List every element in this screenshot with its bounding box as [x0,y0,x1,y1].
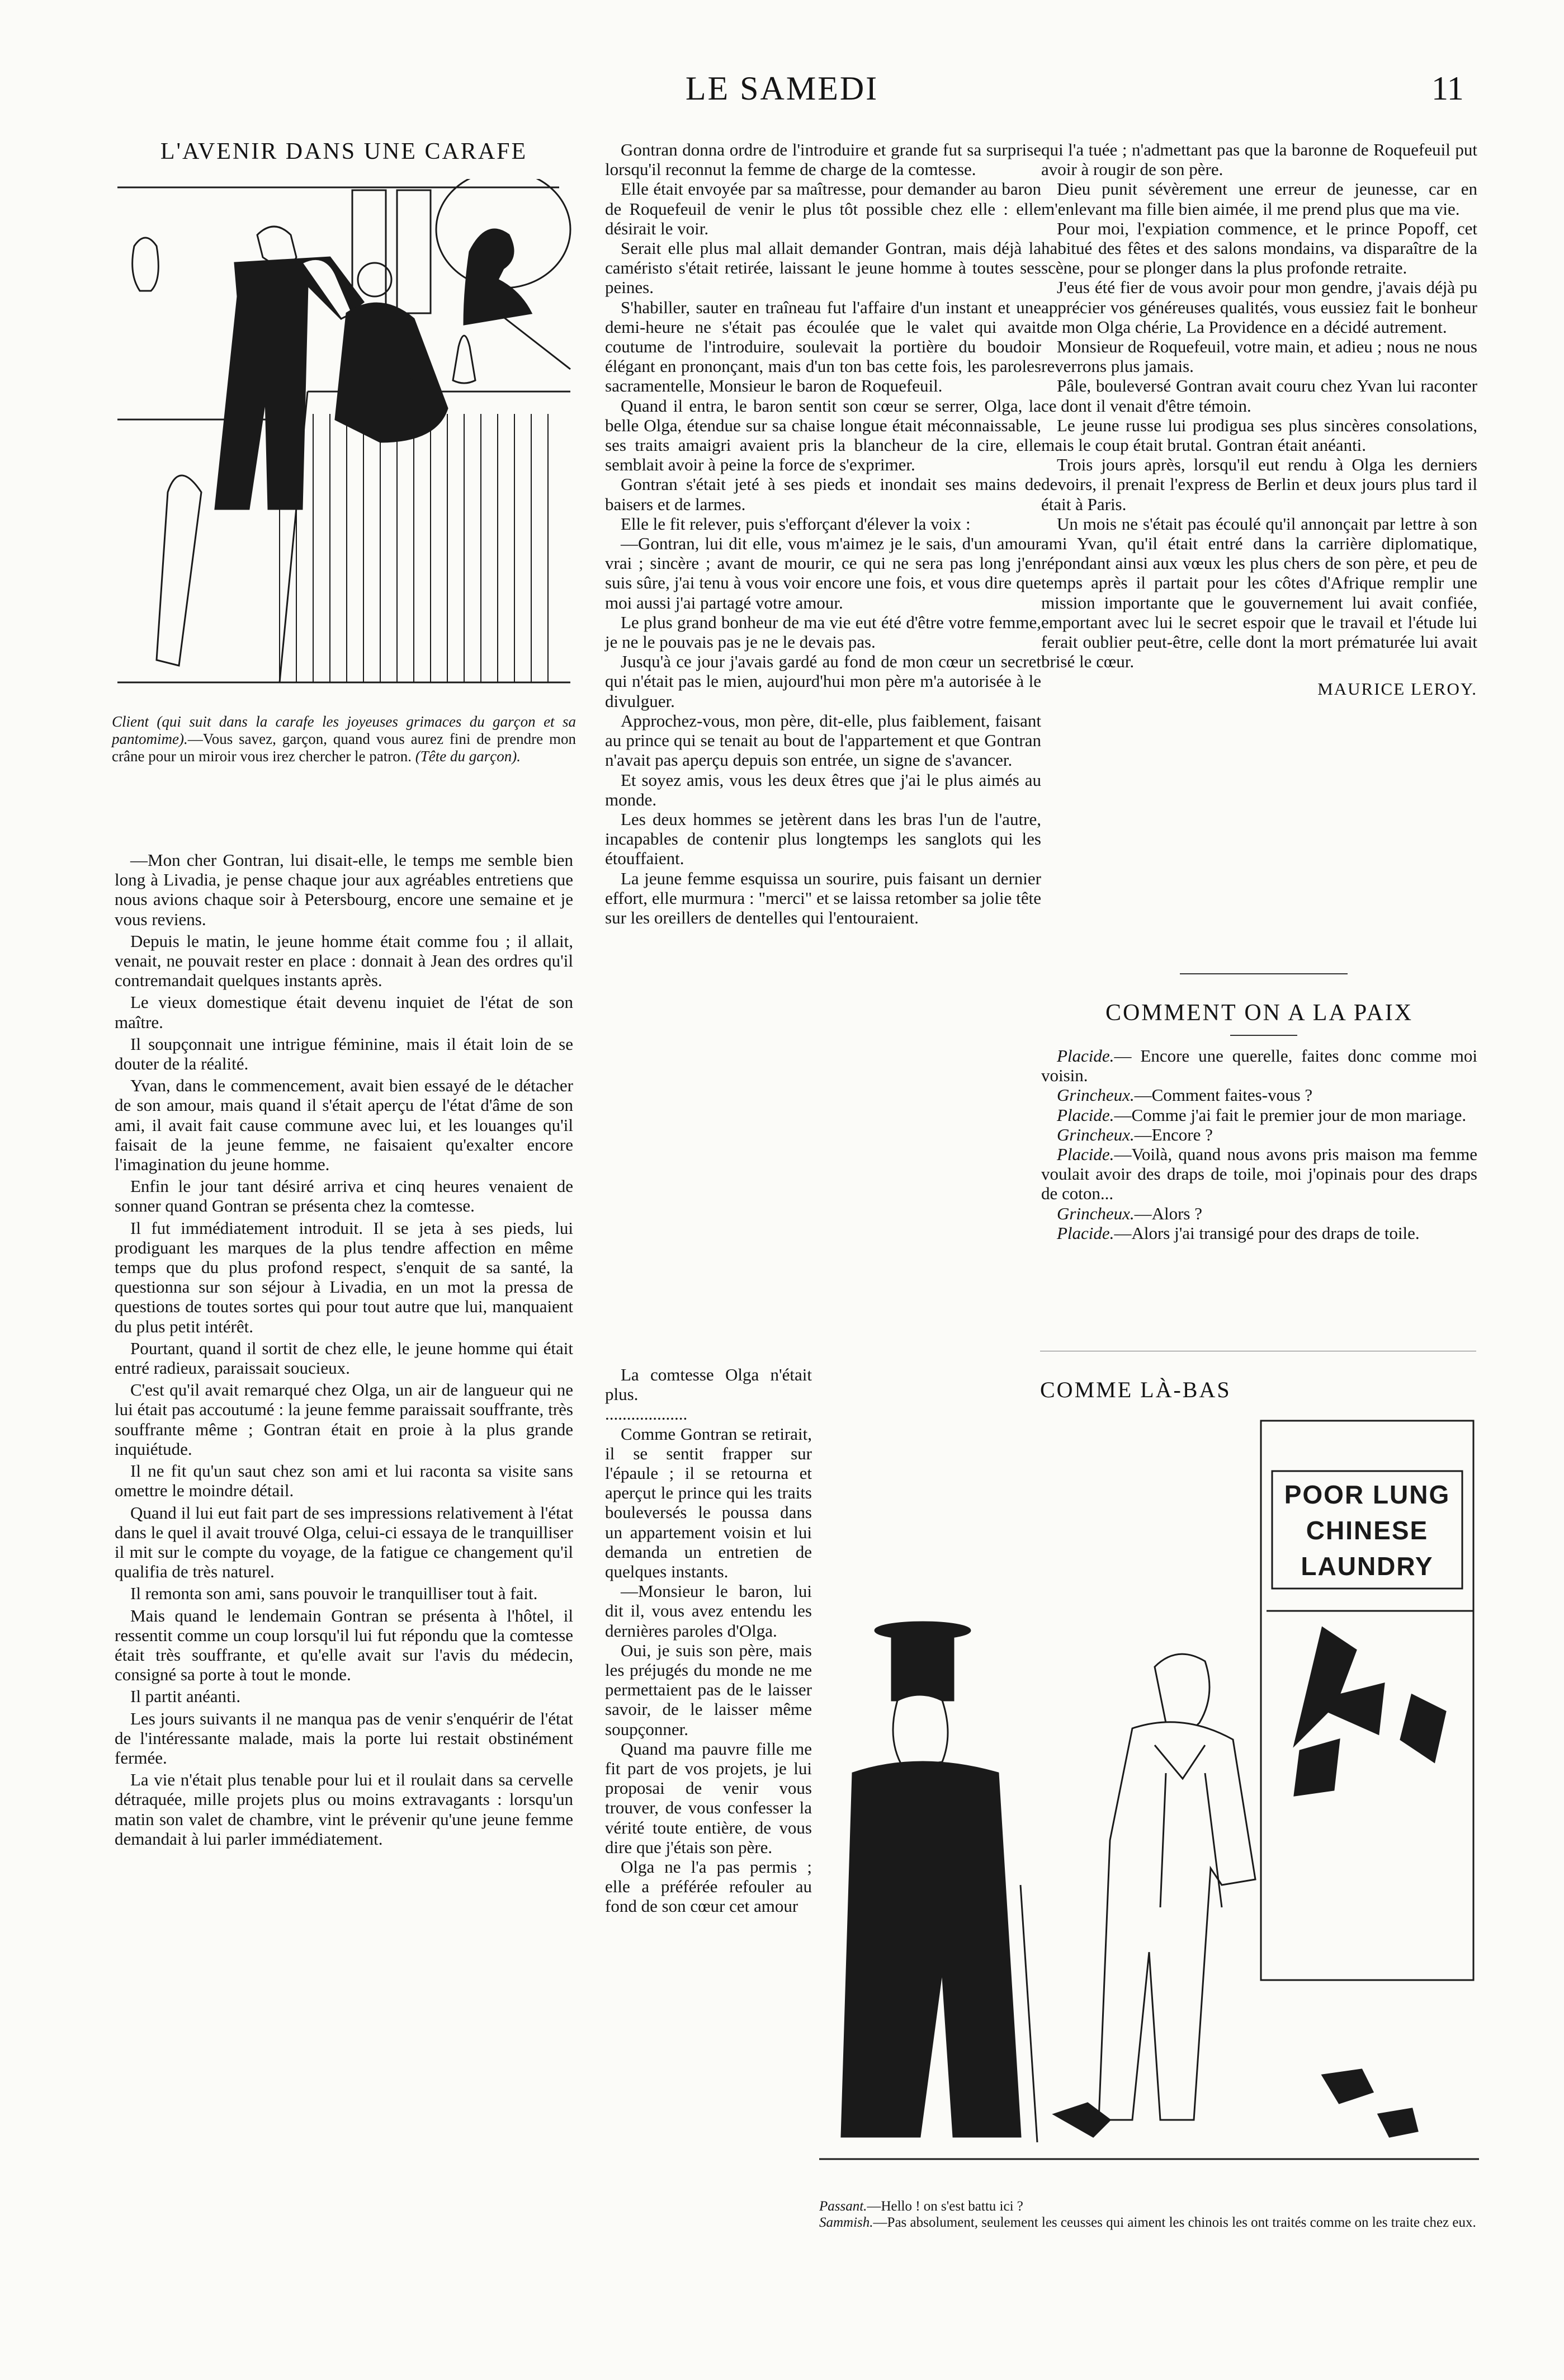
paragraph: Le jeune russe lui prodigua ses plus sincères consolations, mais le coup était brutal. Gontran était anéanti. [1041,415,1477,455]
paragraph: Pâle, bouleversé Gontran avait couru chez Yvan lui raconter ce dont il venait d'être témoin. [1041,376,1477,416]
paragraph: Yvan, dans le commencement, avait bien essayé de le détacher de son amour, mais quand il s'était aperçu de l'état d'âme de son ami, il avait fait cause commune avec lui, et les louanges qu'il faisait de la jeune femme, ne faisaient qu'exalter encore l'imagination du jeune homme. [115,1076,573,1175]
paragraph: Il remonta son ami, sans pouvoir le tranquilliser tout à fait. [130,1583,538,1604]
paragraph: Elle était envoyée par sa maîtresse, pour demander au baron de Roquefeuil de venir le plus tôt possible chez elle : elle désirait le voir. [605,179,1041,238]
paragraph: —Monsieur le baron, lui dit il, vous avez entendu les dernières paroles d'Olga. [605,1581,812,1641]
laundry-sign [1272,1477,1462,1584]
story2-column2 [605,140,1041,927]
dialogue-line: Grincheux.—Comment faites-vous ? [1057,1085,1313,1105]
caption-text: —Vous savez, garçon, quand vous aurez fini de prendre mon crâne pour un miroir vous irez chercher le patron. [112,731,576,765]
paragraph: Dieu punit sévèrement une erreur de jeunesse, car en m'enlevant ma fille bien aimée, il me prend plus que ma vie. [1041,179,1477,219]
paragraph: Enfin le jour tant désiré arriva et cinq heures venaient de sonner quand Gontran se présenta chez la comtesse. [115,1176,573,1216]
masthead-title: LE SAMEDI [685,70,879,107]
paragraph: La comtesse Olga n'était plus. [605,1365,812,1405]
paragraph: Le plus grand bonheur de ma vie eut été d'être votre femme, je ne le pouvais pas je ne le devais pas. [605,612,1041,652]
paragraph: Il ne fit qu'un saut chez son ami et lui raconta sa visite sans omettre le moindre détail. [115,1461,573,1501]
caption-credit: (Tête du garçon). [415,748,521,765]
paragraph: S'habiller, sauter en traîneau fut l'affaire d'un instant et une demi-heure ne s'était pas écoulée que le valet qui avait coutume de l'introduire, soulevait la portière du boudoir élégant en prononçant, mais d'un ton bas cette fois, les paroles sacramentelle, Monsieur le baron de Roquefeuil. [605,297,1041,396]
paragraph: Monsieur de Roquefeuil, votre main, et adieu ; nous ne nous reverrons plus jamais. [1041,337,1477,376]
caption-speaker: Client (qui suit dans la carafe les joyeuses grimaces du garçon et sa pantomime). [112,713,576,747]
paragraph: —Mon cher Gontran, lui disait-elle, le temps me semble bien long à Livadia, je pense chaque jour aux agréables entretiens que nous avions chaque soir à Petersbourg, encore une semaine et je vous reviens. [115,850,573,929]
paragraph: Quand il entra, le baron sentit son cœur se serrer, Olga, la belle Olga, étendue sur sa chaise longue était méconnaissable, ses traits amaigri avaient pris la blancheur de la cire, elle semblait avoir à peine la force de s'exprimer. [605,395,1041,475]
ellipsis-line: ................... [605,1404,688,1424]
dialogue-line: Placide.—Comme j'ai fait le premier jour de mon mariage. [1057,1105,1467,1125]
caption-speaker: Sammish. [819,2215,873,2230]
paragraph: C'est qu'il avait remarqué chez Olga, un air de langueur qui ne lui était pas accoutumé : la jeune femme paraissait souffrante, très souffrante même ; Gontran était en proie à la plus grande inquiétude. [115,1380,573,1459]
paragraph: Les jours suivants il ne manqua pas de venir s'enquérir de l'état de l'intéressante malade, mais la porte lui restait obstinément fermée. [115,1708,573,1768]
story4-title: COMME LÀ-BAS [1040,1377,1231,1402]
story3-title: COMMENT ON A LA PAIX [1105,1000,1414,1026]
paragraph: Il fut immédiatement introduit. Il se jeta à ses pieds, lui prodiguant les marques de la plus tendre affection en même temps que du plus profond respect, s'enquit de sa santé, la questionna sur son séjour à Livadia, en un mot la pressa de questions de toutes sortes qui pour tout autre que lui, manquaient du plus petit intérêt. [115,1218,573,1336]
paragraph: Jusqu'à ce jour j'avais gardé au fond de mon cœur un secret qui n'était pas le mien, aujourd'hui mon père m'a autorisée à le divulguer. [605,652,1041,711]
paragraph: Il partit anéanti. [130,1686,241,1707]
paragraph: J'eus été fier de vous avoir pour mon gendre, j'avais déjà pu apprécier vos généreuses qualités, vous eussiez fait le bonheur de mon Olga chérie, La Providence en a décidé autrement. [1041,277,1477,337]
sign-line: POOR LUNG [1284,1480,1450,1509]
restaurant-cartoon [112,179,576,699]
dialogue-line: Grincheux.—Alors ? [1057,1203,1202,1223]
paragraph: Le vieux domestique était devenu inquiet de l'état de son maître. [115,992,573,1032]
caption-text: —Hello ! on s'est battu ici ? [867,2199,1023,2214]
title-underline [1230,1035,1297,1036]
paragraph: Quand il lui eut fait part de ses impressions relativement à l'état dans le quel il avait trouvé Olga, celui-ci essaya de le tranquilliser il mit sur le compte du voyage, de la fatigue ce changement qu'il qualifia de très naturel. [115,1502,573,1582]
story2-column1 [115,850,573,1849]
paragraph: Les deux hommes se jetèrent dans les bras l'un de l'autre, incapables de contenir plus longtemps les sanglots qui les étouffaient. [605,809,1041,869]
paragraph: Quand ma pauvre fille me fit part de vos projets, je lui proposai de venir vous trouver, de vous confesser la vérité toute entière, de vous dire que j'étais son père. [605,1738,812,1857]
sign-line: LAUNDRY [1301,1552,1434,1581]
story1-title: L'AVENIR DANS UNE CARAFE [160,139,528,164]
paragraph: Approchez-vous, mon père, dit-elle, plus faiblement, faisant au prince qui se tenait au bout de l'appartement et que Gontran n'avait pas aperçu depuis son entrée, un signe de s'avancer. [605,710,1041,770]
story1-caption [112,713,576,765]
paragraph: Et soyez amis, vous les deux êtres que j'ai le plus aimés au monde. [605,770,1041,809]
paragraph: Comme Gontran se retirait, il se sentit frapper sur l'épaule ; il se retourna et aperçut le prince qui les traits bouleversés le poussa dans un appartement voisin et lui demanda un entretien de quelques instants. [605,1424,812,1582]
section-divider [1180,973,1348,974]
paragraph: —Gontran, lui dit elle, vous m'aimez je le sais, d'un amour vrai ; sincère ; avant de mourir, ce qui ne sera pas long j'en suis sûre, j'ai tenu à vous voir encore une fois, et vous dire que moi aussi j'ai partagé votre amour. [605,534,1041,612]
author-signature: MAURICE LEROY. [1317,679,1477,699]
sign-line: CHINESE [1306,1516,1429,1545]
laundry-cartoon [819,1415,1479,2187]
page-number: 11 [1431,70,1464,107]
story2-column3 [1041,140,1477,699]
paragraph: Olga ne l'a pas permis ; elle a préférée refouler au fond de son cœur cet amour [605,1857,812,1916]
paragraph: Pour moi, l'expiation commence, et le prince Popoff, cet habitué des fêtes et des salons mondains, va disparaître de la scène, pour se plonger dans la plus profonde retraite. [1041,218,1477,278]
story4-caption [819,2198,1479,2231]
paragraph: Pourtant, quand il sortit de chez elle, le jeune homme qui était entré radieux, paraissait soucieux. [115,1338,573,1378]
caption-speaker: Passant. [819,2199,867,2214]
paragraph: Gontran donna ordre de l'introduire et grande fut sa surprise lorsqu'il reconnut la femme de charge de la comtesse. [605,140,1041,180]
paragraph: Mais quand le lendemain Gontran se présenta à l'hôtel, il ressentit comme un coup lorsqu'il lui fut répondu que la comtesse était très souffrante, et qu'elle avait sur l'avis du médecin, consigné sa porte à tout le monde. [115,1605,573,1685]
paragraph: Il soupçonnait une intrigue féminine, mais il était loin de se douter de la réalité. [115,1034,573,1074]
dialogue-line: Placide.— Encore une querelle, faites donc comme moi voisin. [1041,1046,1477,1086]
paragraph: La jeune femme esquissa un sourire, puis faisant un dernier effort, elle murmura : "merci" et se laissa retomber sa jolie tête sur les oreillers de dentelles qui l'entouraient. [605,868,1041,927]
paragraph: Depuis le matin, le jeune homme était comme fou ; il allait, venait, ne pouvait rester en place : donnait à Jean des ordres qu'il contremandait quelques instants après. [115,931,573,991]
dialogue-line: Grincheux.—Encore ? [1057,1124,1213,1144]
dialogue-line: Placide.—Alors j'ai transigé pour des draps de toile. [1057,1223,1420,1243]
caption-text: —Pas absolument, seulement les ceusses qui aiment les chinois les ont traités comme on les traite chez eux. [873,2215,1476,2230]
paragraph: Serait elle plus mal allait demander Gontran, mais déjà la caméristo s'était retirée, laissant le jeune homme à toutes ses peines. [605,238,1041,298]
paragraph: Elle le fit relever, puis s'efforçant d'élever la voix : [621,513,971,534]
paragraph: qui l'a tuée ; n'admettant pas que la baronne de Roquefeuil put avoir à rougir de son père. [1041,140,1477,180]
story3-dialogue [1041,1046,1477,1243]
paragraph: Trois jours après, lorsqu'il eut rendu à Olga les derniers devoirs, il prenait l'express de Berlin et deux jours plus tard il était à Paris. [1041,455,1477,514]
paragraph: Gontran s'était jeté à ses pieds et inondait ses mains de baisers et de larmes. [605,474,1041,514]
paragraph: Oui, je suis son père, mais les préjugés du monde ne me permettaient pas de le laisser savoir, de le laisser même soupçonner. [605,1640,812,1739]
dialogue-line: Placide.—Voilà, quand nous avons pris maison ma femme voulait avoir des draps de toile, moi j'opinais pour des draps de coton... [1041,1144,1477,1204]
paragraph: La vie n'était plus tenable pour lui et il roulait dans sa cervelle détraquée, mille projets plus ou moins extravagants : lorsqu'un matin son valet de chambre, vint le prévenir qu'une jeune femme demandait à lui parler immédiatement. [115,1770,573,1849]
story2-column2-narrow [605,1365,812,1916]
paragraph: Un mois ne s'était pas écoulé qu'il annonçait par lettre à son ami Yvan, qu'il était entré dans la carrière diplomatique, répondant ainsi aux vœux les plus chers de son père, et peu de temps après il partait pour les côtes d'Afrique remplir une mission importante que le gouvernement lui avait confiée, emportant avec lui le secret espoir que le travail et l'étude lui ferait oublier peut-être, celle dont la mort prématurée lui avait brisé le cœur. [1041,513,1477,672]
